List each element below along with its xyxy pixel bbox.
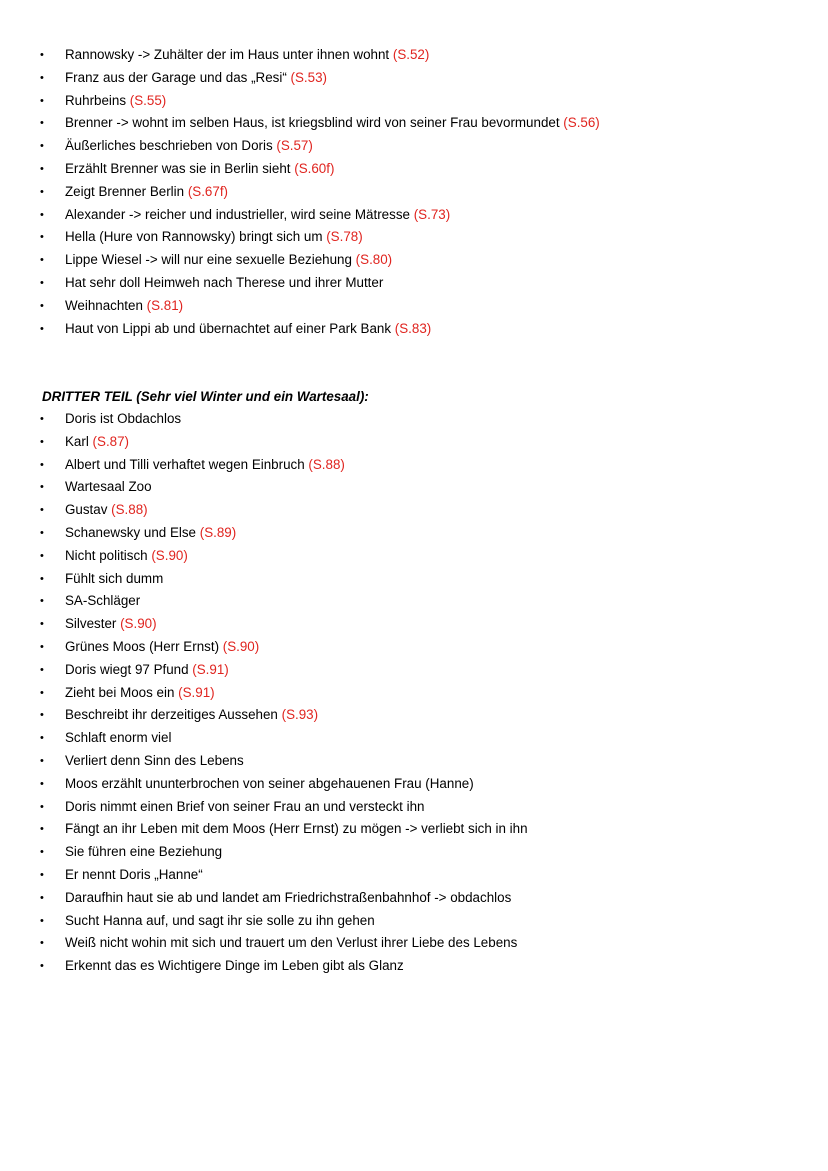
- page-reference: (S.56): [563, 115, 600, 131]
- bullet-icon: •: [40, 162, 44, 175]
- list-item-text: Erkennt das es Wichtigere Dinge im Leben gibt als Glanz: [65, 958, 404, 974]
- list-item: [0, 545, 828, 568]
- bullet-icon: •: [40, 435, 44, 448]
- list-item: [0, 318, 828, 341]
- list-item: [0, 659, 828, 682]
- page-reference: (S.90): [222, 638, 260, 654]
- page-reference: (S.57): [276, 138, 313, 154]
- list-item: [0, 704, 828, 727]
- bullet-icon: •: [40, 413, 44, 425]
- page-reference: (S.81): [146, 297, 184, 313]
- bullet-icon: •: [40, 322, 44, 335]
- list-item-text: Fühlt sich dumm: [65, 570, 164, 586]
- list-item: [0, 864, 828, 887]
- list-item: [0, 67, 828, 90]
- page-reference: (S.90): [120, 616, 157, 632]
- list-item-text: Doris ist Obdachlos: [65, 411, 182, 426]
- page-reference: (S.52): [392, 47, 430, 62]
- page-reference: (S.60f): [294, 160, 335, 176]
- list-item-text: Zeigt Brenner Berlin: [65, 183, 188, 199]
- bullet-icon: •: [40, 595, 44, 608]
- list-item: [0, 295, 828, 318]
- bullet-icon: •: [40, 686, 44, 699]
- page-reference: (S.67f): [187, 183, 228, 199]
- bullet-icon: •: [40, 709, 44, 722]
- list-item-text: Zieht bei Moos ein: [65, 684, 179, 700]
- page-reference: (S.83): [394, 320, 432, 336]
- list-item: [0, 454, 828, 477]
- list-item: [0, 887, 828, 910]
- list-item-text: Fängt an ihr Leben mit dem Moos (Herr Ernst) zu mögen -> verliebt sich in ihn: [65, 821, 528, 837]
- bullet-icon: •: [40, 937, 44, 950]
- list-item: [0, 841, 828, 864]
- list-item-text: Sucht Hanna auf, und sagt ihr sie solle zu ihn gehen: [65, 912, 375, 928]
- bullet-icon: •: [40, 846, 44, 859]
- list-item-text: Lippe Wiesel -> will nur eine sexuelle Beziehung: [65, 252, 356, 268]
- list-item: [0, 408, 828, 431]
- list-item-text: Daraufhin haut sie ab und landet am Friedrichstraßenbahnhof -> obdachlos: [65, 889, 512, 905]
- list-item-text: Er nennt Doris „Hanne“: [65, 866, 203, 882]
- list-item: [0, 226, 828, 249]
- page-reference: (S.89): [199, 524, 237, 540]
- list-item-text: Verliert denn Sinn des Lebens: [65, 752, 244, 768]
- bullet-icon: •: [40, 618, 44, 631]
- list-item: [0, 910, 828, 933]
- list-item: [0, 135, 828, 158]
- list-item-text: Nicht politisch: [65, 547, 152, 563]
- page-reference: (S.53): [290, 69, 327, 85]
- list-item: [0, 818, 828, 841]
- bullet-icon: •: [40, 754, 44, 767]
- page-reference: (S.88): [308, 456, 345, 472]
- page-reference: (S.78): [326, 229, 363, 245]
- list-item-text: Rannowsky -> Zuhälter der im Haus unter ihnen wohnt: [65, 47, 393, 62]
- bullet-icon: •: [40, 140, 44, 153]
- list-item: [0, 249, 828, 272]
- list-item-text: Erzählt Brenner was sie in Berlin sieht: [65, 160, 295, 176]
- bullet-icon: •: [40, 914, 44, 927]
- page-reference: (S.90): [151, 547, 188, 563]
- list-item: [0, 522, 828, 545]
- bullet-icon: •: [40, 777, 44, 790]
- bullet-icon: •: [40, 640, 44, 653]
- bullet-icon: •: [40, 208, 44, 221]
- list-item-text: Franz aus der Garage und das „Resi“: [65, 69, 291, 85]
- list-item-text: Karl: [65, 433, 93, 449]
- page-reference: (S.87): [92, 433, 130, 449]
- bullet-icon: •: [40, 868, 44, 881]
- list-item-text: Doris nimmt einen Brief von seiner Frau an und versteckt ihn: [65, 798, 425, 814]
- page-reference: (S.91): [178, 684, 215, 700]
- list-item: [0, 955, 828, 978]
- list-item-text: Albert und Tilli verhaftet wegen Einbruch: [65, 456, 309, 472]
- list-item: [0, 773, 828, 796]
- page-reference: (S.93): [281, 707, 319, 723]
- list-item-text: Silvester: [65, 616, 121, 632]
- section-three-heading: DRITTER TEIL (Sehr viel Winter und ein Wartesaal):: [42, 389, 369, 404]
- bullet-icon: •: [40, 49, 44, 61]
- bullet-icon: •: [40, 117, 44, 130]
- bullet-icon: •: [40, 572, 44, 585]
- page-reference: (S.55): [129, 92, 167, 108]
- list-item: [0, 590, 828, 613]
- list-item: [0, 796, 828, 819]
- list-item-text: Wartesaal Zoo: [65, 479, 152, 495]
- list-item: [0, 727, 828, 750]
- list-item-text: Sie führen eine Beziehung: [65, 844, 223, 860]
- bullet-icon: •: [40, 732, 44, 745]
- page-reference: (S.80): [355, 252, 393, 268]
- list-item-text: Gustav: [65, 502, 112, 518]
- page-reference: (S.73): [413, 206, 451, 222]
- list-item: [0, 90, 828, 113]
- list-item: [0, 112, 828, 135]
- list-item: [0, 499, 828, 522]
- list-item-text: Doris wiegt 97 Pfund: [65, 661, 193, 677]
- list-item-text: Schlaft enorm viel: [65, 730, 172, 746]
- list-item-text: Hat sehr doll Heimweh nach Therese und ihrer Mutter: [65, 274, 384, 290]
- bullet-icon: •: [40, 504, 44, 517]
- list-item: [0, 272, 828, 295]
- bullet-icon: •: [40, 549, 44, 562]
- list-item-text: SA-Schläger: [65, 593, 141, 609]
- bullet-icon: •: [40, 71, 44, 84]
- bullet-icon: •: [40, 231, 44, 244]
- bullet-icon: •: [40, 663, 44, 676]
- list-item: [0, 44, 828, 67]
- list-item-text: Weiß nicht wohin mit sich und trauert um den Verlust ihrer Liebe des Lebens: [65, 935, 518, 951]
- bullet-icon: •: [40, 458, 44, 471]
- list-item: [0, 636, 828, 659]
- list-item: [0, 158, 828, 181]
- page-reference: (S.91): [192, 661, 229, 677]
- bullet-icon: •: [40, 960, 44, 973]
- list-item: [0, 204, 828, 227]
- list-item: [0, 568, 828, 591]
- list-item-text: Hella (Hure von Rannowsky) bringt sich um: [65, 229, 327, 245]
- list-item-text: Schanewsky und Else: [65, 524, 200, 540]
- bullet-icon: •: [40, 299, 44, 312]
- list-item: [0, 476, 828, 499]
- list-item-text: Brenner -> wohnt im selben Haus, ist kriegsblind wird von seiner Frau bevormundet: [65, 115, 564, 131]
- bullet-icon: •: [40, 276, 44, 289]
- list-item-text: Äußerliches beschrieben von Doris: [65, 138, 277, 154]
- page-reference: (S.88): [111, 502, 148, 518]
- list-item-text: Grünes Moos (Herr Ernst): [65, 638, 223, 654]
- section-two-list: [0, 44, 828, 340]
- list-item-text: Alexander -> reicher und industrieller, wird seine Mätresse: [65, 206, 414, 222]
- bullet-icon: •: [40, 800, 44, 813]
- list-item: [0, 613, 828, 636]
- bullet-icon: •: [40, 526, 44, 539]
- list-item-text: Ruhrbeins: [65, 92, 130, 108]
- list-item: [0, 431, 828, 454]
- section-three-list: [0, 408, 828, 978]
- list-item-text: Haut von Lippi ab und übernachtet auf einer Park Bank: [65, 320, 395, 336]
- bullet-icon: •: [40, 891, 44, 904]
- bullet-icon: •: [40, 823, 44, 836]
- list-item-text: Beschreibt ihr derzeitiges Aussehen: [65, 707, 282, 723]
- bullet-icon: •: [40, 94, 44, 107]
- list-item-text: Moos erzählt ununterbrochen von seiner abgehauenen Frau (Hanne): [65, 775, 474, 791]
- list-item: [0, 682, 828, 705]
- list-item-text: Weihnachten: [65, 297, 147, 313]
- list-item: [0, 932, 828, 955]
- bullet-icon: •: [40, 254, 44, 267]
- bullet-icon: •: [40, 185, 44, 198]
- list-item: [0, 181, 828, 204]
- bullet-icon: •: [40, 481, 44, 494]
- list-item: [0, 750, 828, 773]
